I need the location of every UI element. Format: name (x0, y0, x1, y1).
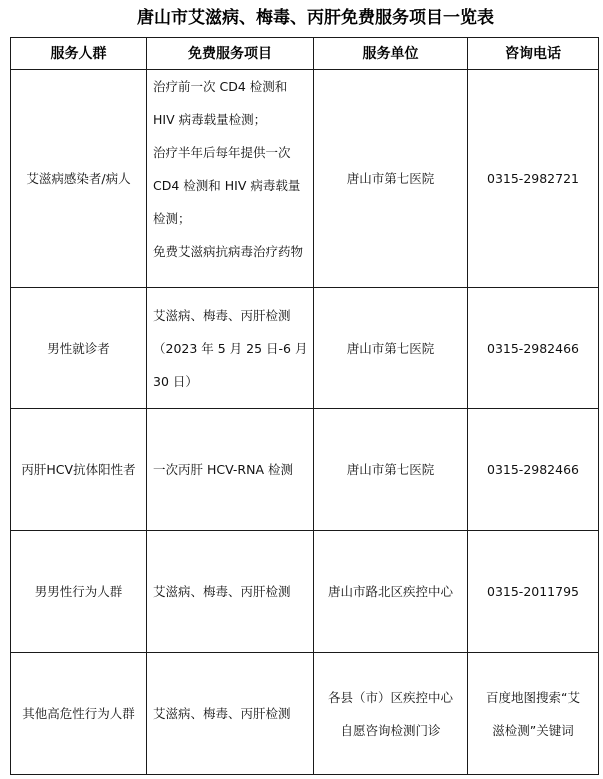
free-services-cell (147, 70, 314, 288)
service-group-cell (11, 70, 147, 288)
page-title: 唐山市艾滋病、梅毒、丙肝免费服务项目一览表 (137, 8, 494, 28)
contact-phone: 0315-2982721 (487, 171, 579, 186)
service-group: 男男性行为人群 (34, 584, 123, 599)
table-row (11, 653, 599, 775)
service-provider-cell (314, 531, 468, 653)
header-service-group: 服务人群 (11, 38, 147, 70)
service-provider-cell (314, 653, 468, 775)
service-item-line: （2023 年 5 月 25 日-6 月 (153, 340, 308, 356)
service-group-cell (11, 409, 147, 531)
service-provider-cell (314, 409, 468, 531)
service-group: 艾滋病感染者/病人 (26, 171, 131, 186)
free-services-cell (147, 409, 314, 531)
service-provider-line: 自愿咨询检测门诊 (340, 722, 441, 738)
service-item-line: CD4 检测和 HIV 病毒载量 (153, 178, 301, 193)
service-item-line: 艾滋病、梅毒、丙肝检测 (153, 706, 291, 721)
service-group: 其他高危性行为人群 (22, 706, 135, 721)
service-group: 丙肝HCV抗体阳性者 (21, 462, 136, 477)
contact-cell (468, 531, 599, 653)
free-services-table (10, 37, 599, 775)
header-row (11, 38, 599, 70)
service-provider-cell (314, 288, 468, 409)
table-row (11, 288, 599, 409)
contact-info-line: 百度地图搜索“艾 (486, 689, 580, 705)
service-provider: 唐山市第七医院 (346, 171, 435, 186)
service-provider: 唐山市第七医院 (346, 340, 435, 356)
service-item-line: 检测； (153, 211, 191, 226)
header-service-provider: 服务单位 (314, 38, 468, 70)
contact-cell (468, 653, 599, 775)
service-group: 男性就诊者 (47, 340, 110, 356)
service-item-line: 艾滋病、梅毒、丙肝检测 (153, 307, 291, 323)
contact-cell (468, 70, 599, 288)
header-free-services: 免费服务项目 (147, 38, 314, 70)
service-provider: 唐山市第七医院 (346, 462, 435, 477)
service-item-line: 艾滋病、梅毒、丙肝检测 (153, 584, 291, 599)
service-item-line: 一次丙肝 HCV-RNA 检测 (153, 462, 293, 477)
service-item-line: 治疗半年后每年提供一次 (153, 145, 291, 160)
service-provider: 唐山市路北区疾控中心 (327, 584, 453, 599)
service-group-cell (11, 653, 147, 775)
service-provider-cell (314, 70, 468, 288)
table-row (11, 70, 599, 288)
service-item-line: 30 日） (153, 373, 198, 389)
free-services-cell (147, 531, 314, 653)
contact-cell (468, 409, 599, 531)
contact-phone: 0315-2011795 (487, 584, 579, 599)
service-group-cell (11, 531, 147, 653)
contact-phone: 0315-2982466 (487, 462, 579, 477)
service-item-line: 治疗前一次 CD4 检测和 (153, 79, 288, 94)
contact-cell (468, 288, 599, 409)
table-row (11, 409, 599, 531)
contact-info-line: 滋检测”关键词 (492, 722, 574, 738)
header-contact-phone: 咨询电话 (468, 38, 599, 70)
free-services-cell (147, 653, 314, 775)
service-item-line: HIV 病毒载量检测； (153, 112, 267, 127)
free-services-cell (147, 288, 314, 409)
service-item-line: 免费艾滋病抗病毒治疗药物 (153, 244, 304, 259)
contact-phone: 0315-2982466 (487, 340, 579, 356)
service-group-cell (11, 288, 147, 409)
table-row (11, 531, 599, 653)
service-provider-line: 各县（市）区疾控中心 (327, 689, 453, 705)
